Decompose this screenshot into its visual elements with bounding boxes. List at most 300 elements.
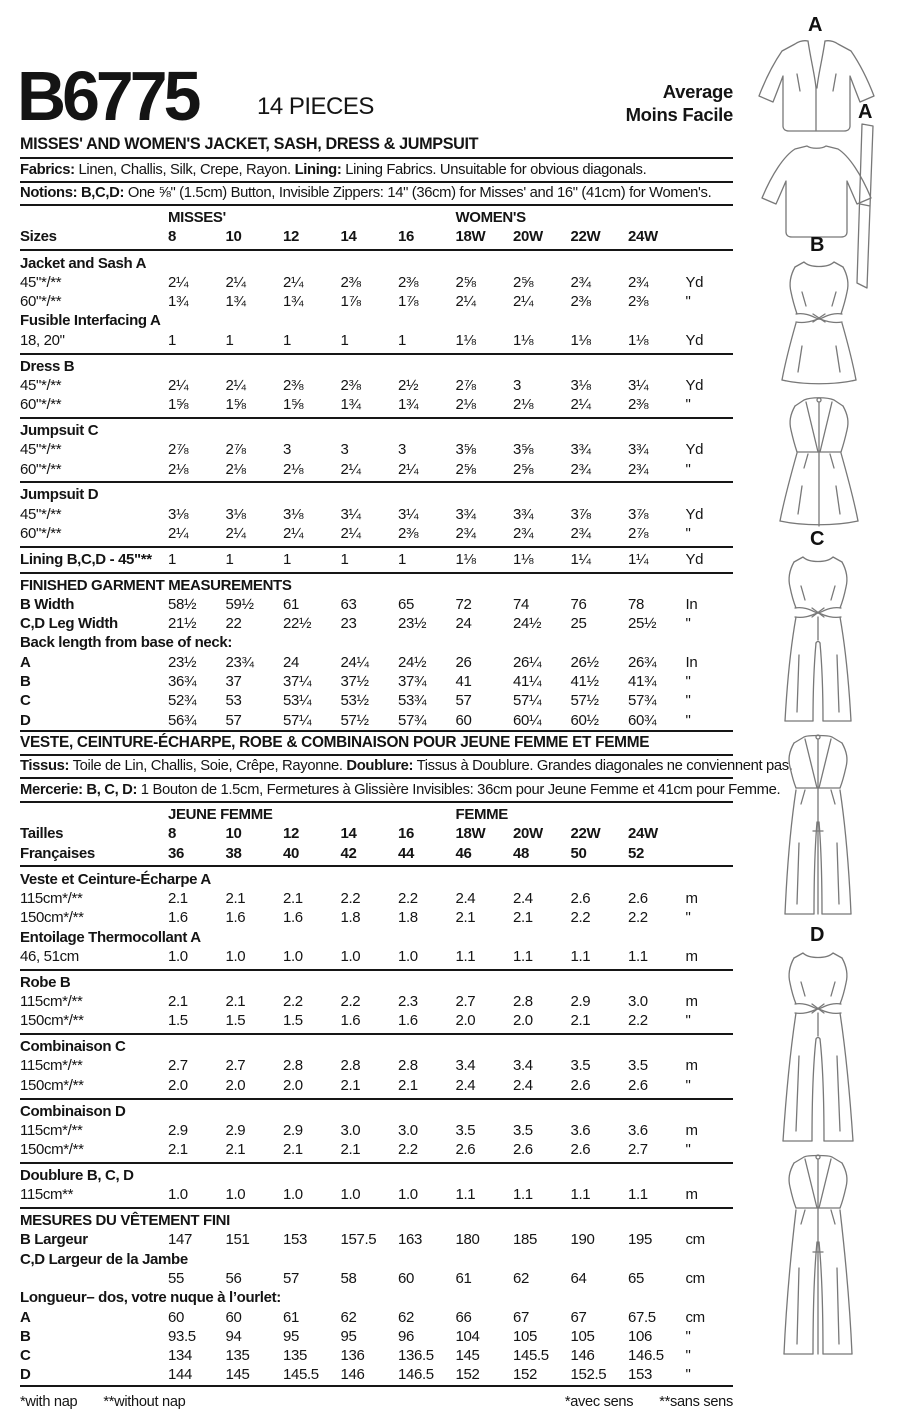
table-row [20, 1288, 733, 1307]
table-cell: 2⅜ [283, 376, 304, 394]
table-cell: Back length from base of neck: [20, 634, 233, 652]
table-cell: 55 [168, 1269, 184, 1287]
table-cell: MISSES' [168, 209, 226, 226]
table-cell: 2.6 [513, 1141, 533, 1159]
table-cell: 1¾ [398, 396, 419, 414]
table-cell: 2¼ [168, 376, 189, 394]
table-cell: 65 [628, 1269, 644, 1287]
table-cell: 60½ [570, 711, 599, 729]
table-cell: 2¾ [570, 460, 591, 478]
table-cell: 67 [570, 1308, 587, 1326]
table-cell: 1.6 [225, 909, 246, 927]
table-cell: 2½ [398, 376, 419, 394]
table-cell: 2¾ [513, 524, 534, 542]
table-row [20, 1140, 733, 1159]
table-cell: 2.9 [283, 1121, 303, 1139]
table-cell: 22½ [283, 615, 312, 633]
table-row [20, 889, 733, 908]
table-cell: " [685, 615, 691, 633]
table-row [20, 1365, 733, 1384]
table-cell: cm [685, 1308, 705, 1326]
table-cell: 150cm*/** [20, 1076, 84, 1094]
yardage-table-french [20, 801, 733, 1385]
table-cell: 2.8 [513, 993, 533, 1011]
table-row [20, 376, 733, 395]
table-cell: 45"*/** [20, 273, 62, 291]
table-cell: Dress B [20, 357, 75, 375]
jumpsuit-d-back-drawing [755, 1148, 883, 1365]
pattern-title-fr: VESTE, CEINTURE-ÉCHARPE, ROBE & COMBINAISON POUR JEUNE FEMME ET FEMME [20, 733, 650, 751]
table-cell: FEMME [455, 805, 508, 823]
table-cell: 57 [455, 692, 472, 710]
table-cell: 1.5 [225, 1012, 246, 1030]
table-cell: 115cm*/** [20, 1121, 83, 1139]
table-cell: 50 [570, 844, 587, 862]
table-cell: 62 [340, 1308, 357, 1326]
table-cell: 2⅝ [455, 460, 476, 478]
table-cell: 59½ [225, 595, 254, 613]
table-cell: 2⅞ [168, 441, 189, 459]
table-cell: 94 [225, 1327, 242, 1345]
table-cell: 3⅛ [570, 376, 591, 394]
table-cell: 41¼ [513, 673, 542, 691]
table-sizes-row [20, 824, 733, 843]
footnote-without-nap: **without nap [103, 1393, 186, 1410]
table-row [20, 311, 733, 330]
table-group-header [20, 208, 733, 227]
table-row [20, 992, 733, 1011]
table-cell: 3⅝ [455, 441, 476, 459]
table-cell: 146 [570, 1347, 595, 1365]
table-cell: 53½ [340, 692, 369, 710]
table-cell: 2.7 [455, 993, 476, 1011]
table-cell: 46 [455, 844, 472, 862]
table-cell: 105 [570, 1327, 595, 1345]
table-cell: C,D Leg Width [20, 615, 118, 633]
table-cell: 3¼ [628, 376, 649, 394]
table-cell: 2.1 [570, 1012, 591, 1030]
footnote-sans-sens: **sans sens [659, 1393, 733, 1410]
table-cell: 1⅛ [513, 331, 534, 349]
table-cell: 2⅛ [283, 460, 304, 478]
table-cell: " [685, 711, 691, 729]
table-cell: 115cm** [20, 1186, 74, 1204]
table-row [20, 947, 733, 966]
table-cell: 58 [340, 1269, 357, 1287]
table-cell: 1.0 [168, 1186, 188, 1204]
table-cell: 2.7 [168, 1057, 188, 1075]
table-cell: 2.1 [340, 1141, 361, 1159]
table-row [20, 711, 733, 730]
table-cell: 2⅜ [570, 293, 591, 311]
table-cell: 2.4 [455, 1076, 476, 1094]
table-cell: " [685, 692, 691, 710]
table-cell: 62 [513, 1269, 529, 1287]
table-cell: 2.8 [398, 1057, 418, 1075]
table-cell: 48 [513, 844, 529, 862]
table-cell: 63 [340, 595, 357, 613]
table-cell: 24 [455, 615, 472, 633]
table-cell: 2.2 [340, 993, 361, 1011]
fabrics-label: Fabrics: [20, 161, 75, 178]
table-cell: 144 [168, 1366, 192, 1384]
table-cell: 146.5 [398, 1366, 434, 1384]
table-cell: cm [685, 1231, 705, 1249]
table-cell: 152 [513, 1366, 537, 1384]
table-cell: 26 [455, 653, 472, 671]
table-cell: 2⅝ [513, 460, 534, 478]
view-b-label: B [810, 234, 825, 256]
table-cell: 61 [455, 1269, 472, 1287]
table-cell: 3⅞ [628, 505, 649, 523]
table-cell: 96 [398, 1327, 414, 1345]
table-cell: 3.6 [628, 1121, 648, 1139]
table-cell: 37¼ [283, 673, 312, 691]
table-row [20, 572, 733, 595]
table-cell: 1 [340, 331, 349, 349]
table-cell: 57½ [340, 711, 369, 729]
table-row [20, 1250, 733, 1269]
table-cell: 104 [455, 1327, 480, 1345]
table-cell: FINISHED GARMENT MEASUREMENTS [20, 576, 292, 594]
table-cell: 60"*/** [20, 293, 62, 311]
table-cell: 57 [283, 1269, 299, 1287]
table-cell: 23½ [398, 615, 427, 633]
table-cell: 2.1 [283, 890, 303, 908]
table-cell: 2.0 [225, 1076, 246, 1094]
table-cell: m [685, 1121, 698, 1139]
table-cell: 2¼ [570, 396, 591, 414]
table-cell: 57 [225, 711, 242, 729]
table-cell: 2.0 [455, 1012, 476, 1030]
table-cell: 190 [570, 1231, 595, 1249]
table-cell: 60"*/** [20, 396, 62, 414]
table-row [20, 672, 733, 691]
table-row [20, 481, 733, 504]
pattern-title-en: MISSES' AND WOMEN'S JACKET, SASH, DRESS & JUMPSUIT [20, 135, 479, 153]
table-cell: 45"*/** [20, 376, 62, 394]
table-cell: 145.5 [283, 1366, 319, 1384]
table-cell: Yd [685, 505, 704, 523]
table-cell: 152.5 [570, 1366, 607, 1384]
table-cell: 8 [168, 228, 176, 246]
table-cell: m [685, 1057, 698, 1075]
table-row [20, 505, 733, 524]
table-cell: 58½ [168, 595, 197, 613]
table-cell: Veste et Ceinture-Écharpe A [20, 870, 211, 888]
table-cell: 20W [513, 228, 543, 246]
table-cell: 1¾ [168, 293, 189, 311]
table-cell: 3.5 [455, 1121, 476, 1139]
table-cell: 2¼ [283, 524, 304, 542]
table-cell: 95 [283, 1327, 299, 1345]
table-cell: 52 [628, 844, 644, 862]
table-cell: 1⅛ [570, 331, 591, 349]
table-cell: 2.2 [628, 1012, 648, 1030]
table-cell: 60¾ [628, 711, 657, 729]
table-cell: 36¾ [168, 673, 197, 691]
table-cell: 66 [455, 1308, 472, 1326]
table-cell: 2.2 [570, 909, 591, 927]
table-cell: 1.0 [340, 948, 361, 965]
table-cell: 36 [168, 844, 184, 862]
table-cell: 1.8 [340, 909, 361, 927]
table-cell: 3.4 [513, 1057, 533, 1075]
table-cell: C,D Largeur de la Jambe [20, 1250, 188, 1268]
table-cell: Yd [685, 273, 704, 291]
table-row [20, 928, 733, 947]
table-row [20, 1269, 733, 1288]
table-cell: 136.5 [398, 1347, 434, 1365]
table-cell: 106 [628, 1327, 652, 1345]
table-cell: 2¼ [225, 376, 246, 394]
table-cell: 157.5 [340, 1231, 377, 1249]
table-cell: 145.5 [513, 1347, 549, 1365]
table-cell: 1 [283, 550, 291, 568]
table-cell: 1.1 [570, 1186, 591, 1204]
table-cell: 2.6 [628, 1076, 648, 1094]
table-cell: 151 [225, 1231, 250, 1249]
table-cell: 3 [340, 441, 349, 459]
table-cell: Combinaison C [20, 1038, 126, 1056]
tissus-text: Toile de Lin, Challis, Soie, Crêpe, Rayonne. [69, 758, 347, 775]
table-cell: 1.1 [628, 1186, 648, 1204]
table-cell: B [20, 673, 31, 691]
table-cell: 1.0 [398, 1186, 418, 1204]
table-cell: 3.0 [340, 1121, 361, 1139]
table-row [20, 273, 733, 292]
table-cell: 1.6 [398, 1012, 418, 1030]
table-cell: 2.2 [398, 1141, 418, 1159]
table-cell: 60¼ [513, 711, 542, 729]
table-cell: 2.7 [225, 1057, 246, 1075]
table-cell: MESURES DU VÊTEMENT FINI [20, 1212, 230, 1230]
table-cell: 145 [455, 1347, 480, 1365]
table-cell: 24¼ [340, 653, 369, 671]
table-cell: 60 [225, 1308, 242, 1326]
table-cell: 65 [398, 595, 414, 613]
table-cell: 25 [570, 615, 587, 633]
table-cell: 2¼ [168, 273, 189, 291]
table-cell: 1 [225, 331, 234, 349]
table-row [20, 908, 733, 927]
table-cell: 3 [283, 441, 291, 459]
table-cell: 3.5 [628, 1057, 648, 1075]
table-cell: 18W [455, 228, 486, 246]
pieces-count: 14 PIECES [257, 93, 374, 120]
view-a-jacket-label: A [808, 14, 823, 36]
table-cell: 2.9 [570, 993, 591, 1011]
table-row [20, 969, 733, 992]
table-row [20, 1033, 733, 1056]
table-cell: 1 [168, 550, 176, 568]
table-row [20, 1162, 733, 1185]
table-cell: 1 [340, 550, 349, 568]
difficulty-fr: Moins Facile [625, 104, 733, 125]
table-cell: 23½ [168, 653, 197, 671]
table-cell: 57½ [570, 692, 599, 710]
table-cell: 2.2 [340, 890, 361, 908]
table-cell: 2.1 [225, 993, 246, 1011]
table-cell: 1 [283, 331, 291, 349]
table-cell: 2⅜ [398, 273, 419, 291]
table-cell: m [685, 890, 698, 908]
table-cell: 2¾ [570, 273, 591, 291]
table-row [20, 1230, 733, 1249]
table-cell: 134 [168, 1347, 192, 1365]
table-cell: 146 [340, 1366, 365, 1384]
table-cell: 2.2 [283, 993, 303, 1011]
table-cell: 1⅝ [225, 396, 246, 414]
table-cell: Robe B [20, 973, 71, 991]
table-cell: 153 [628, 1366, 652, 1384]
table-cell: 2¼ [283, 273, 304, 291]
table-cell: 3⅝ [513, 441, 534, 459]
table-cell: 2.0 [513, 1012, 533, 1030]
table-cell: In [685, 653, 698, 671]
table-cell: 1⅛ [628, 331, 649, 349]
table-cell: 1.1 [628, 948, 648, 965]
mercerie-row [20, 777, 781, 801]
table-cell: 22 [225, 615, 242, 633]
table-cell: 2⅝ [513, 273, 534, 291]
table-cell: 10 [225, 825, 242, 843]
table-cell: Françaises [20, 844, 95, 862]
table-cell: 1.6 [283, 909, 303, 927]
table-cell: 2¾ [455, 524, 476, 542]
masthead [17, 0, 733, 157]
table-cell: " [685, 1012, 691, 1030]
table-row [20, 614, 733, 633]
table-cell: 1.0 [340, 1186, 361, 1204]
table-cell: 147 [168, 1231, 192, 1249]
table-cell: 14 [340, 825, 357, 843]
lining-label: Lining: [294, 161, 342, 178]
table-row [20, 1346, 733, 1365]
table-cell: 1.8 [398, 909, 418, 927]
table-cell: 1¼ [570, 550, 591, 568]
table-cell: Fusible Interfacing A [20, 312, 161, 330]
notions-row [20, 181, 733, 205]
table-row [20, 633, 733, 652]
table-cell: 105 [513, 1327, 537, 1345]
view-c-label: C [810, 528, 825, 550]
table-cell: " [685, 1347, 691, 1365]
table-cell: 16 [398, 825, 414, 843]
table-cell: 37 [225, 673, 242, 691]
table-cell: 2⅛ [225, 460, 246, 478]
table-cell: 2⅛ [513, 396, 534, 414]
table-cell: 2¼ [168, 524, 189, 542]
table-cell: C [20, 1347, 31, 1365]
table-cell: 24 [283, 653, 299, 671]
table-cell: 1.6 [168, 909, 188, 927]
table-cell: 2¼ [340, 524, 361, 542]
table-cell: " [685, 1141, 691, 1159]
table-cell: 3.0 [398, 1121, 418, 1139]
table-row [20, 395, 733, 414]
doublure-label: Doublure: [346, 758, 414, 775]
table-cell: 2.1 [225, 890, 246, 908]
table-cell: 2.1 [168, 890, 188, 908]
table-cell: 1¾ [340, 396, 361, 414]
table-cell: " [685, 396, 691, 414]
notions-text: One ⅝" (1.5cm) Button, Invisible Zippers: 14" (36cm) for Misses' and 16" (41cm) for Women's. [124, 185, 712, 201]
table-cell: 3 [398, 441, 406, 459]
table-cell: 60 [398, 1269, 414, 1287]
table-cell: " [685, 1076, 691, 1094]
table-cell: 42 [340, 844, 357, 862]
table-cell: 45"*/** [20, 505, 62, 523]
table-cell: A [20, 1308, 31, 1326]
table-cell: 2⅞ [455, 376, 476, 394]
table-cell: 1⅛ [513, 550, 534, 568]
table-cell: 78 [628, 595, 644, 613]
table-cell: 25½ [628, 615, 657, 633]
table-cell: 1.1 [455, 948, 476, 965]
table-cell: 2⅞ [628, 524, 649, 542]
table-cell: 3 [513, 376, 521, 394]
table-cell: 41 [455, 673, 472, 691]
mercerie-label: Mercerie: B, C, D: [20, 781, 138, 798]
table-cell: 2.2 [398, 890, 418, 908]
main-column [17, 0, 793, 1412]
table-cell: 2.1 [283, 1141, 303, 1159]
table-cell: 2.1 [168, 1141, 188, 1159]
table-cell: 2.6 [455, 1141, 476, 1159]
table-sizes-row [20, 844, 733, 868]
table-cell: 2.2 [628, 909, 648, 927]
table-cell: 2¼ [513, 293, 534, 311]
table-cell: 1.0 [283, 1186, 303, 1204]
table-cell: B Largeur [20, 1231, 88, 1249]
table-cell: 2.0 [283, 1076, 303, 1094]
table-cell: 2.4 [455, 890, 476, 908]
table-cell: 2.0 [168, 1076, 188, 1094]
table-cell: Jumpsuit D [20, 486, 99, 504]
table-cell: 3⅛ [283, 505, 304, 523]
table-cell: 150cm*/** [20, 1141, 84, 1159]
table-cell: m [685, 1186, 698, 1204]
table-cell: Yd [685, 331, 704, 349]
table-cell: 2.8 [283, 1057, 303, 1075]
dress-back-drawing [758, 390, 880, 535]
table-cell: 115cm*/** [20, 993, 83, 1011]
table-cell: C [20, 692, 31, 710]
table-row [20, 653, 733, 672]
table-cell: 40 [283, 844, 299, 862]
table-cell: 1.1 [513, 948, 533, 965]
table-cell: Combinaison D [20, 1102, 126, 1120]
table-cell: 1.1 [570, 948, 591, 965]
table-cell: 135 [283, 1347, 307, 1365]
table-cell: D [20, 1366, 31, 1384]
table-cell: 2¼ [340, 460, 361, 478]
table-cell: 3.5 [513, 1121, 533, 1139]
table-cell: 57¾ [628, 692, 657, 710]
table-row [20, 1327, 733, 1346]
table-cell: 1.0 [398, 948, 418, 965]
table-cell: 12 [283, 228, 299, 246]
table-cell: 153 [283, 1231, 307, 1249]
table-cell: 14 [340, 228, 357, 246]
table-cell: B Width [20, 595, 75, 613]
table-row [20, 691, 733, 710]
table-group-header [20, 805, 733, 824]
table-cell: 60 [455, 711, 472, 729]
table-cell: 1.0 [283, 948, 303, 965]
table-cell: 2¾ [628, 273, 649, 291]
